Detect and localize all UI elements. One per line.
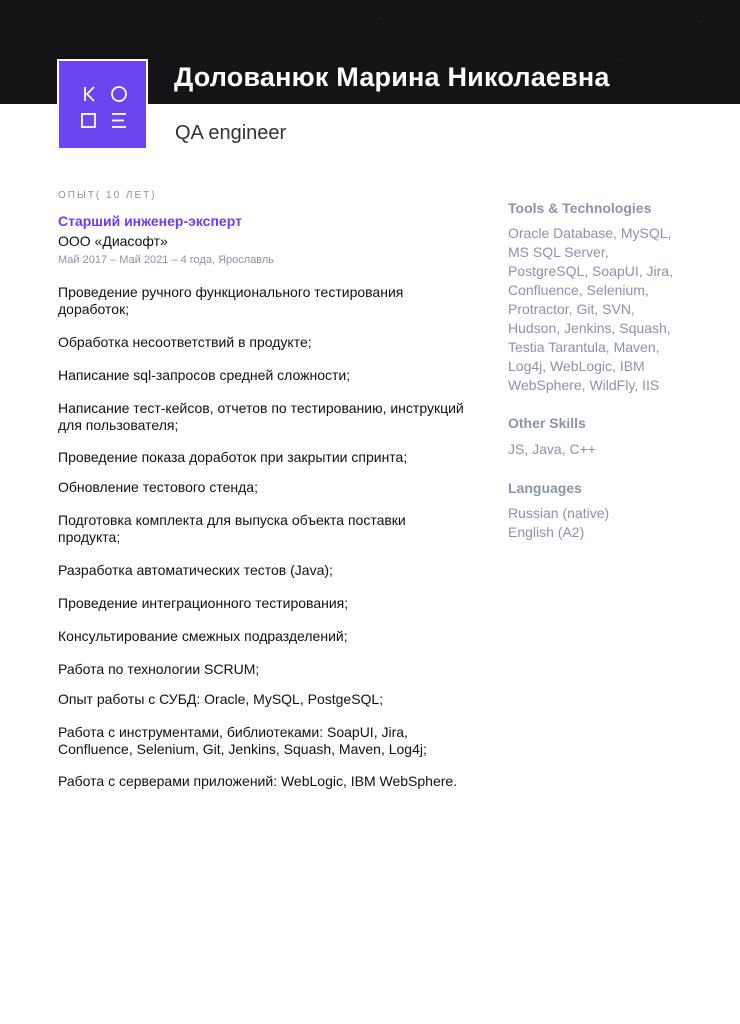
duty-item: Подготовка комплекта для выпуска объекта поставки продукта; [58,512,406,545]
duty-item: Обработка несоответствий в продукте; [58,334,312,350]
duty-item: Проведение интеграционного тестирования; [58,595,349,611]
other-skills-heading: Other Skills [508,415,586,431]
experience-section-title: ОПЫТ( 10 ЛЕТ) [58,190,157,201]
candidate-name: Долованюк Марина Николаевна [174,62,610,92]
tools-heading: Tools & Technologies [508,200,652,216]
job-period: Май 2017 – Май 2021 – 4 года, Ярославль [58,254,275,266]
duty-item: Работа по технологии SCRUM; [58,661,260,677]
kode-logo-icon [57,59,148,150]
duty-item: Разработка автоматических тестов (Java); [58,562,333,578]
duty-item: Написание sql-запросов средней сложности; [58,367,351,383]
duty-item: Написание тест-кейсов, отчетов по тестированию, инструкций для пользователя; [58,400,464,433]
other-skills-list: JS, Java, C++ [508,441,596,457]
duty-item: Обновление тестового стенда; [58,479,258,495]
language-item: Russian (native) [508,505,610,521]
company-name: ООО «Диасофт» [58,233,168,249]
languages-heading: Languages [508,480,582,496]
duty-item: Проведение ручного функционального тестирования доработок; [58,284,404,317]
duty-item: Консультирование смежных подразделений; [58,628,348,644]
duty-item: Проведение показа доработок при закрытии спринта; [58,449,408,465]
job-title: Старший инженер-эксперт [58,213,242,229]
candidate-role: QA engineer [175,122,287,144]
language-item: English (A2) [508,524,585,540]
logo-glyphs [59,61,146,148]
tools-list: Oracle Database, MySQL, MS SQL Server, PostgreSQL, SoapUI, Jira, Confluence, Selenium, Protractor, Git, SVN, Hudson, Jenkins, Squash, Testia Tarantula, Maven, Log4j, WebLogic, IBM WebSphere, WildFly, IIS [508,225,673,393]
duty-item: Опыт работы с СУБД: Oracle, MySQL, PostgeSQL; [58,691,384,707]
duty-item: Работа с инструментами, библиотеками: SoapUI, Jira, Confluence, Selenium, Git, Jenkins, Squash, Maven, Log4j; [58,724,427,757]
duty-item: Работа с серверами приложений: WebLogic, IBM WebSphere. [58,773,458,789]
